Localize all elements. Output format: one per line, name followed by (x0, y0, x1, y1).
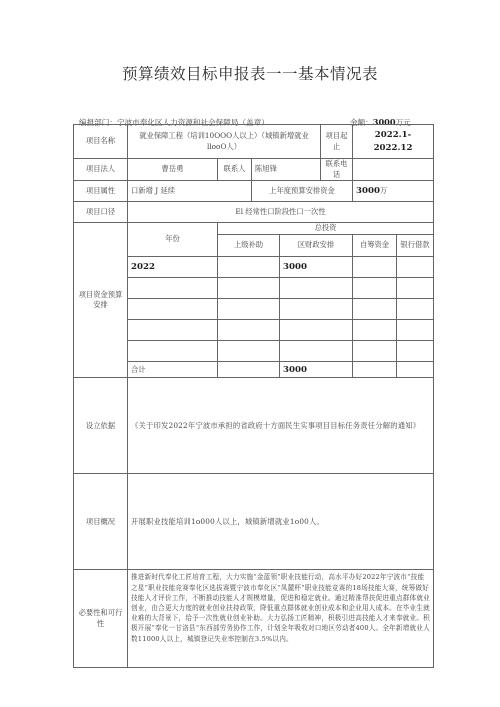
necessity-label: 必要性和可行性 (74, 570, 128, 668)
legal-person-label: 项目法人 (74, 159, 128, 181)
overview-value: 开展职业技能培训1o000人以上，城镇新增就业1o00人。 (128, 474, 434, 570)
year-cell: 2022 (128, 257, 218, 278)
year-cell (128, 341, 218, 362)
funding-cell (397, 341, 434, 362)
funding-total-cell: 3000 (280, 362, 353, 378)
funding-cell (280, 299, 353, 320)
project-name-label: 项目名称 (74, 125, 128, 159)
attribute-label: 项目属性 (74, 181, 128, 202)
phone-value (353, 159, 434, 181)
col-header: 自筹资金 (353, 235, 397, 257)
contact-label: 联系人 (218, 159, 252, 181)
funding-cell (280, 341, 353, 362)
reporting-unit: 编报部门：宁波市奉化区人力资源和社会保障局（盖章） (79, 118, 269, 127)
funding-cell (397, 299, 434, 320)
amount-label: 金额： (350, 118, 373, 127)
funding-label: 项目资金预算安排 (74, 223, 128, 378)
col-header: 上级补助 (218, 235, 280, 257)
col-header: 银行借款 (397, 235, 434, 257)
funding-cell (353, 320, 397, 341)
category-value: El 经常性口阶段性口一次性 (128, 202, 434, 223)
funding-cell (280, 320, 353, 341)
funding-cell (218, 299, 280, 320)
year-header: 年份 (128, 223, 218, 257)
overview-label: 项目概况 (74, 474, 128, 570)
funding-cell (397, 320, 434, 341)
year-cell (128, 278, 218, 299)
funding-total-cell (397, 362, 434, 378)
total-row-label: 合计 (128, 362, 218, 378)
period-label: 项目起止 (321, 125, 353, 159)
funding-cell (280, 278, 353, 299)
page-title: 预算绩效目标申报表一一基本情况表 (121, 65, 378, 83)
funding-cell (218, 278, 280, 299)
funding-cell (353, 278, 397, 299)
funding-cell (353, 257, 397, 278)
last-year-value: 3000 (356, 185, 380, 196)
category-label: 项目口径 (74, 202, 128, 223)
funding-cell (218, 257, 280, 278)
attribute-value: 口新增 J 延续 (128, 181, 252, 202)
funding-cell (397, 278, 434, 299)
year-cell (128, 320, 218, 341)
basis-label: 设立依据 (74, 378, 128, 474)
total-investment-header: 总投资 (218, 223, 434, 235)
last-year-field (353, 181, 434, 202)
contact-value: 陈旭锋 (252, 159, 321, 181)
basis-value: 《关于印发2022年宁波市承担的省政府十方面民生实事项目目标任务责任分解的通知》 (128, 378, 434, 474)
funding-cell (353, 341, 397, 362)
year-cell (128, 299, 218, 320)
funding-total-cell (353, 362, 397, 378)
funding-total-cell (218, 362, 280, 378)
amount-value: 3000 (372, 117, 396, 127)
funding-cell (218, 320, 280, 341)
phone-label: 联系电话 (321, 159, 353, 181)
last-year-unit: 万 (379, 185, 388, 195)
funding-cell (218, 341, 280, 362)
funding-cell (397, 257, 434, 278)
funding-cell (353, 299, 397, 320)
period-value: 2022.1-2022.12 (353, 125, 434, 159)
funding-cell: 3000 (280, 257, 353, 278)
necessity-value: 推进新时代奉化工匠培育工程，大力实施“金蓝领”职业技能行动，高水平办好2022年宁波市“技能之星”职业技能竞赛奉化区选拔赛暨宁波市奉化区“凤麓杯”职业技能竞赛的18场技能大赛，统筹做好技能人才评价工作，不断推动技能人才规模增量，促进和稳定就业。通过精准帮扶促进重点群体就业创业，由合更大力度的就业创业扶持政策，降低重点群体就业创业成本和企业用人成本。在毕业生就业难的大背景下，给予一次性就业创业补助。大力弘扬工匠精神，积极引进高技能人才来奉就业。积极开展“奉化一甘洛县“东西部劳务协作工作，计划全年吸收对口地区劳动者400人。全年新增就业人数11000人以上，城镇登记失业率控制在3.5%以内。 (128, 570, 434, 668)
basic-info-table (73, 124, 434, 668)
last-year-label: 上年度预算安排资金 (252, 181, 353, 202)
legal-person-value: 曹岳勇 (128, 159, 218, 181)
amount-unit: 万元 (395, 118, 411, 127)
col-header: 区财政安排 (280, 235, 353, 257)
project-name-value: 就业保障工程（培训10OOO人以上）（城镇新增就业llooO人） (128, 125, 321, 159)
